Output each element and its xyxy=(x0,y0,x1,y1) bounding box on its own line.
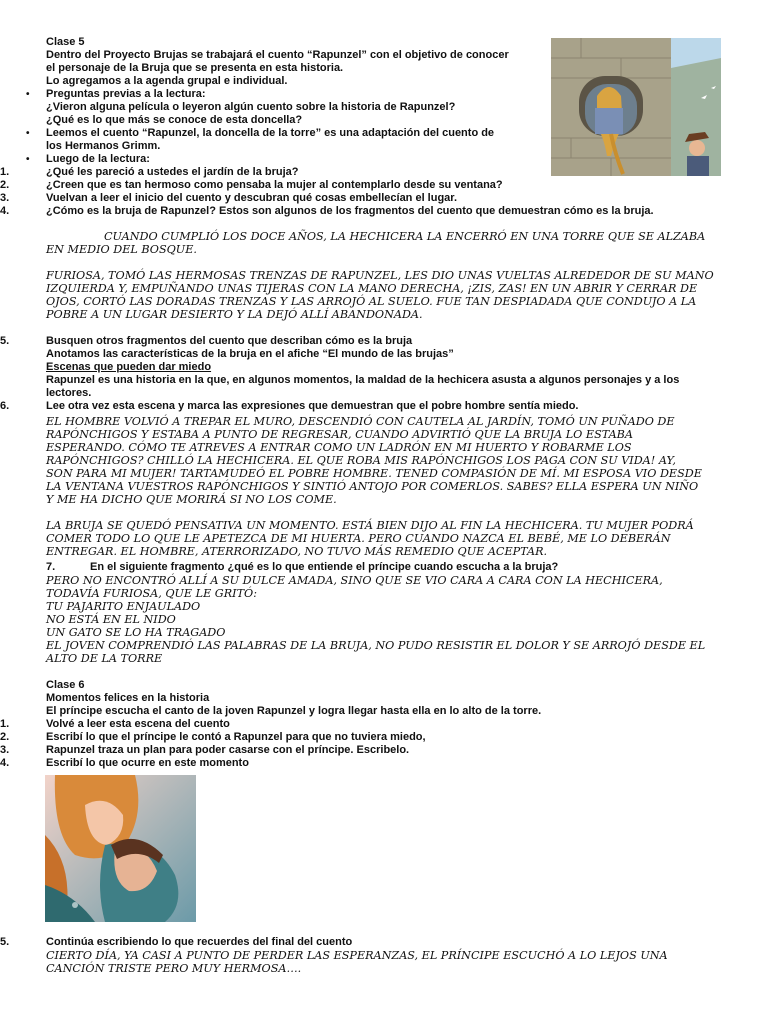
number-marker: 4. xyxy=(0,757,10,769)
question-7: En el siguiente fragmento ¿qué es lo que entiende el príncipe cuando escucha a la bruja? xyxy=(90,561,559,573)
fragment-line: ESPERANDO. CÓMO TE ATREVES A ENTRAR COMO UN LADRÓN EN MI HUERTO Y ROBARME LOS xyxy=(46,441,632,454)
question-5: Busquen otros fragmentos del cuento que describan cómo es la bruja xyxy=(46,335,413,347)
number-marker: 1. xyxy=(0,718,10,730)
fragment-line: ALTO DE LA TORRE xyxy=(46,652,163,665)
intro-line: Dentro del Proyecto Brujas se trabajará el cuento “Rapunzel” con el objetivo de conocer xyxy=(46,49,509,61)
clase6-item-2: Escribí lo que el príncipe le contó a Rapunzel para que no tuviera miedo, xyxy=(46,731,426,743)
number-marker: 2. xyxy=(0,731,10,743)
number-marker: 5. xyxy=(0,936,10,948)
question-7-row xyxy=(0,561,768,574)
escenas-section xyxy=(0,335,768,413)
escenas-text: lectores. xyxy=(46,387,92,399)
clase5-section xyxy=(0,36,768,218)
number-marker: 6. xyxy=(0,400,10,412)
fragment-ladron xyxy=(0,415,768,558)
clase6-item-4: Escribí lo que ocurre en este momento xyxy=(46,757,249,769)
clase6-title: Clase 6 xyxy=(46,679,85,691)
fragment-torre xyxy=(0,574,768,665)
number-marker: 7. xyxy=(46,561,56,573)
intro-line: Lo agregamos a la agenda grupal e individual. xyxy=(46,75,288,87)
escenas-text: Rapunzel es una historia en la que, en algunos momentos, la maldad de la hechicera asusta a algunos personajes y a los xyxy=(46,374,680,386)
fragment-line: CUANDO CUMPLIÓ LOS DOCE AÑOS, LA HECHICERA LA ENCERRÓ EN UNA TORRE QUE SE ALZABA xyxy=(104,230,706,243)
bullet-marker: • xyxy=(26,154,30,165)
clase6-subtitle: Momentos felices en la historia xyxy=(46,692,210,704)
question-4: ¿Cómo es la bruja de Rapunzel? Estos son algunos de los fragmentos del cuento que demuestran cómo es la bruja. xyxy=(46,205,654,217)
fragment-line: FURIOSA, TOMÓ LAS HERMOSAS TRENZAS DE RAPUNZEL, LES DIO UNAS VUELTAS ALREDEDOR DE SU MANO xyxy=(46,269,714,282)
clase6-item-1: Volvé a leer esta escena del cuento xyxy=(46,718,230,730)
fragment-line: EL JOVEN COMPRENDIÓ LAS PALABRAS DE LA BRUJA, NO PUDO RESISTIR EL DOLOR Y SE ARROJÓ DESDE EL xyxy=(46,639,706,652)
fragment-line: PERO NO ENCONTRÓ ALLÍ A SU DULCE AMADA, SINO QUE SE VIO CARA A CARA CON LA HECHICERA, xyxy=(46,574,663,587)
fragment-line: Y ME HA DICHO QUE MORIRÁ SI NO LOS COME. xyxy=(46,493,337,506)
fragment-line: EL HOMBRE VOLVIÓ A TREPAR EL MURO, DESCENDIÓ CON CAUTELA AL JARDÍN, TOMÓ UN PUÑADO DE xyxy=(46,415,675,428)
bullet-luego: Luego de la lectura: xyxy=(46,153,150,165)
fragment-line: UN GATO SE LO HA TRAGADO xyxy=(46,626,226,639)
fragment-cancion xyxy=(0,949,768,975)
bullet-leemos: Leemos el cuento “Rapunzel, la doncella de la torre” es una adaptación del cuento de xyxy=(46,127,495,139)
fragment-line: COMER TODO LO QUE LE APETEZCA DE MI HUERTA. PERO CUANDO NAZCA EL BEBÉ, ME LO DEBERÁN xyxy=(46,532,671,545)
fragment-line: IZQUIERDA Y, EMPUÑANDO UNAS TIJERAS CON LA MANO DERECHA, ¡ZIS, ZAS! EN UN ABRIR Y CERRAR DE xyxy=(46,282,698,295)
fragment-line: NO ESTÁ EN EL NIDO xyxy=(46,613,176,626)
question-5-line2: Anotamos las características de la bruja en el afiche “El mundo de las brujas” xyxy=(46,348,454,360)
fragment-line: EN MEDIO DEL BOSQUE. xyxy=(46,243,197,256)
fragment-line: LA VENTANA VUESTROS RAPÓNCHIGOS Y SINTIÓ ANTOJO POR COMERLOS. SABES? ELLA ESPERA UN NIÑO xyxy=(46,480,699,493)
fragment-line: ENTREGAR. EL HOMBRE, ATERRORIZADO, NO TUVO MÁS REMEDIO QUE ACEPTAR. xyxy=(46,545,548,558)
clase6-section xyxy=(0,679,768,770)
fragment-line: TU PAJARITO ENJAULADO xyxy=(46,600,201,613)
rapunzel-prince-illustration xyxy=(45,775,196,922)
fragment-line: TODAVÍA FURIOSA, QUE LE GRITÓ: xyxy=(46,587,257,600)
intro-line: el personaje de la Bruja que se presenta en esta historia. xyxy=(46,62,344,74)
number-marker: 1. xyxy=(0,166,10,178)
question-line: ¿Vieron alguna película o leyeron algún cuento sobre la historia de Rapunzel? xyxy=(46,101,456,113)
question-1: ¿Qué les pareció a ustedes el jardín de la bruja? xyxy=(46,166,299,178)
bullet-marker: • xyxy=(26,89,30,100)
question-3: Vuelvan a leer el inicio del cuento y descubran qué cosas embellecían el lugar. xyxy=(46,192,458,204)
bullet-previas: Preguntas previas a la lectura: xyxy=(46,88,206,100)
clase5-title: Clase 5 xyxy=(46,36,85,48)
number-marker: 4. xyxy=(0,205,10,217)
number-marker: 5. xyxy=(0,335,10,347)
fragment-line: RAPÓNCHIGOS? CHILLÓ LA HECHICERA. EL QUE ROBA MIS RAPÓNCHIGOS LOS PAGA CON SU VIDA! AY, xyxy=(46,454,676,467)
question-6: Lee otra vez esta escena y marca las expresiones que demuestran que el pobre hombre sentía miedo. xyxy=(46,400,579,412)
fragment-line: OJOS, CORTÓ LAS DORADAS TRENZAS Y LAS ARROJÓ AL SUELO. FUE TAN DESPIADADA QUE CONDUJO A LA xyxy=(46,295,697,308)
bullet-leemos-cont: los Hermanos Grimm. xyxy=(46,140,161,152)
clase6-item-5-row xyxy=(0,936,768,949)
number-marker: 3. xyxy=(0,744,10,756)
bullet-marker: • xyxy=(26,128,30,139)
clase6-intro: El príncipe escucha el canto de la joven Rapunzel y logra llegar hasta ella en lo alto de la torre. xyxy=(46,705,542,717)
fragment-line: LA BRUJA SE QUEDÓ PENSATIVA UN MOMENTO. ESTÁ BIEN DIJO AL FIN LA HECHICERA. TU MUJER PODRÁ xyxy=(46,519,694,532)
number-marker: 2. xyxy=(0,179,10,191)
clase6-item-3: Rapunzel traza un plan para poder casarse con el príncipe. Escribelo. xyxy=(46,744,410,756)
fragment-line: POBRE A UN LUGAR DESIERTO Y LA DEJÓ ALLÍ ABANDONADA. xyxy=(46,308,423,321)
number-marker: 3. xyxy=(0,192,10,204)
question-2: ¿Creen que es tan hermoso como pensaba la mujer al contemplarlo desde su ventana? xyxy=(46,179,503,191)
fragment-encierro xyxy=(0,230,768,321)
question-line: ¿Qué es lo que más se conoce de esta doncella? xyxy=(46,114,303,126)
fragment-line: SON PARA MI MUJER! TARTAMUDEÓ EL POBRE HOMBRE. TENED COMPASIÓN DE MÍ. MI ESPOSA VIO DESDE xyxy=(46,467,702,480)
clase6-item-5: Continúa escribiendo lo que recuerdes del final del cuento xyxy=(46,936,353,948)
fragment-line: CANCIÓN TRISTE PERO MUY HERMOSA…. xyxy=(46,962,302,975)
escenas-heading: Escenas que pueden dar miedo xyxy=(46,361,212,373)
fragment-line: RAPÓNCHIGOS Y ESTABA A PUNTO DE REGRESAR, CUANDO ADVIRTIÓ QUE LA BRUJA LO ESTABA xyxy=(46,428,633,441)
fragment-line: CIERTO DÍA, YA CASI A PUNTO DE PERDER LAS ESPERANZAS, EL PRÍNCIPE ESCUCHÓ A LO LEJOS UNA xyxy=(46,949,668,962)
